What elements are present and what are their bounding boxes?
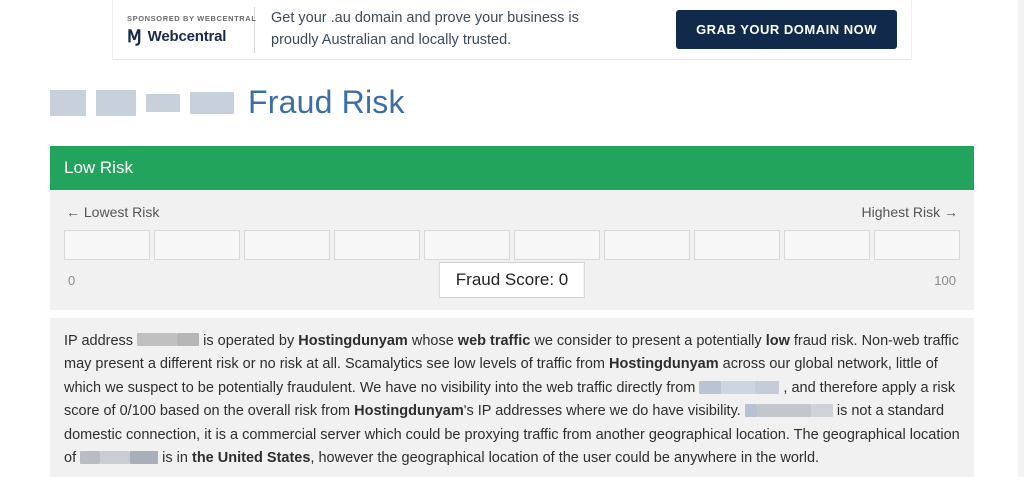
grab-domain-button[interactable]: GRAB YOUR DOMAIN NOW — [676, 10, 897, 49]
risk-scale-bar — [64, 230, 960, 260]
risk-level-header: Low Risk — [50, 146, 974, 190]
page-scrollbar[interactable] — [1018, 0, 1024, 477]
desc-text-3: whose — [411, 333, 454, 349]
lowest-risk-label: ← Lowest Risk — [66, 204, 160, 220]
ad-copy — [255, 8, 676, 50]
country-name: the United States — [191, 450, 311, 467]
redaction-block — [50, 90, 86, 116]
ad-brand — [127, 28, 242, 45]
ad-brand-name: Webcentral — [147, 28, 227, 45]
desc-text-7: , and therefore apply a risk score of 0/100 based on the overall risk from — [64, 379, 956, 420]
risk-scale-labels — [64, 204, 960, 230]
desc-text-11: , however the geographical location of the user could be anywhere in the world. — [310, 450, 820, 467]
fraud-risk-panel — [50, 146, 974, 310]
redaction-block — [130, 451, 158, 464]
risk-segment — [244, 230, 330, 260]
ad-copy-line-2: proudly Australian and locally trusted. — [271, 31, 512, 48]
desc-text-9: is not a standard domestic connection, it is a commercial server which could be proxying traffic from another geographical location. The geographical location of — [64, 403, 960, 467]
risk-level-emphasis: low — [765, 333, 790, 349]
redaction-block — [755, 381, 779, 394]
risk-segment — [694, 230, 780, 260]
scale-max-label: 100 — [934, 272, 956, 288]
fraud-risk-description — [50, 318, 974, 477]
risk-segment — [64, 230, 150, 260]
risk-segment — [334, 230, 420, 260]
scale-min-label: 0 — [68, 272, 76, 288]
fraud-score-badge: Fraud Score: 0 — [439, 262, 585, 298]
redaction-block — [146, 94, 180, 112]
redaction-ip-inline-3 — [745, 403, 837, 419]
page-title: Fraud Risk — [248, 84, 405, 120]
ad-copy-line-1: Get your .au domain and prove your business is — [271, 10, 579, 27]
redaction-block — [80, 451, 100, 464]
org-name-1: Hostingdunyam — [298, 333, 408, 349]
redaction-block — [137, 333, 177, 346]
risk-segment — [154, 230, 240, 260]
desc-text-6: across our global network, little of which we suspect to be potentially fraudulent. We have no visibility into the web traffic directly from — [64, 356, 938, 396]
redacted-ip-title — [50, 90, 234, 116]
redaction-block — [811, 404, 833, 417]
redaction-ip-inline-4 — [80, 450, 162, 466]
desc-text-2: is operated by — [203, 333, 295, 349]
desc-text-5: fraud risk. Non-web traffic may present a different risk or no risk at all. Scamalytics see low levels of traffic from — [64, 333, 959, 373]
highest-risk-label: Highest Risk → — [861, 204, 958, 220]
redaction-block — [699, 381, 721, 394]
ad-brand-block — [127, 7, 255, 53]
risk-scale-body — [50, 190, 974, 310]
redaction-block — [100, 451, 130, 464]
desc-text-4: we consider to present a potentially — [534, 333, 762, 349]
web-traffic-emphasis: web traffic — [457, 333, 531, 349]
desc-text-1: IP address — [64, 333, 134, 349]
redaction-block — [745, 404, 757, 417]
risk-scale-footer — [64, 260, 960, 300]
risk-segment — [424, 230, 510, 260]
org-name-2: Hostingdunyam — [609, 356, 719, 373]
ad-sponsored-label: SPONSORED BY WEBCENTRAL — [127, 14, 257, 23]
sponsored-ad-banner[interactable] — [112, 0, 912, 60]
org-name-3: Hostingdunyam — [354, 403, 464, 420]
desc-text-8: 's IP addresses where we do have visibility. — [463, 403, 741, 420]
risk-segment — [514, 230, 600, 260]
redaction-block — [757, 404, 811, 417]
risk-segment — [874, 230, 960, 260]
redaction-ip-inline — [137, 333, 203, 349]
redaction-ip-inline-2 — [699, 380, 783, 396]
redaction-block — [96, 90, 136, 116]
desc-text-10: is in — [162, 450, 188, 467]
redaction-block — [721, 381, 755, 394]
risk-segment — [784, 230, 870, 260]
redaction-block — [190, 92, 234, 114]
webcentral-logo-icon: Ɱ — [127, 27, 142, 46]
page-title-row — [50, 84, 405, 121]
risk-segment — [604, 230, 690, 260]
redaction-block — [177, 333, 199, 346]
